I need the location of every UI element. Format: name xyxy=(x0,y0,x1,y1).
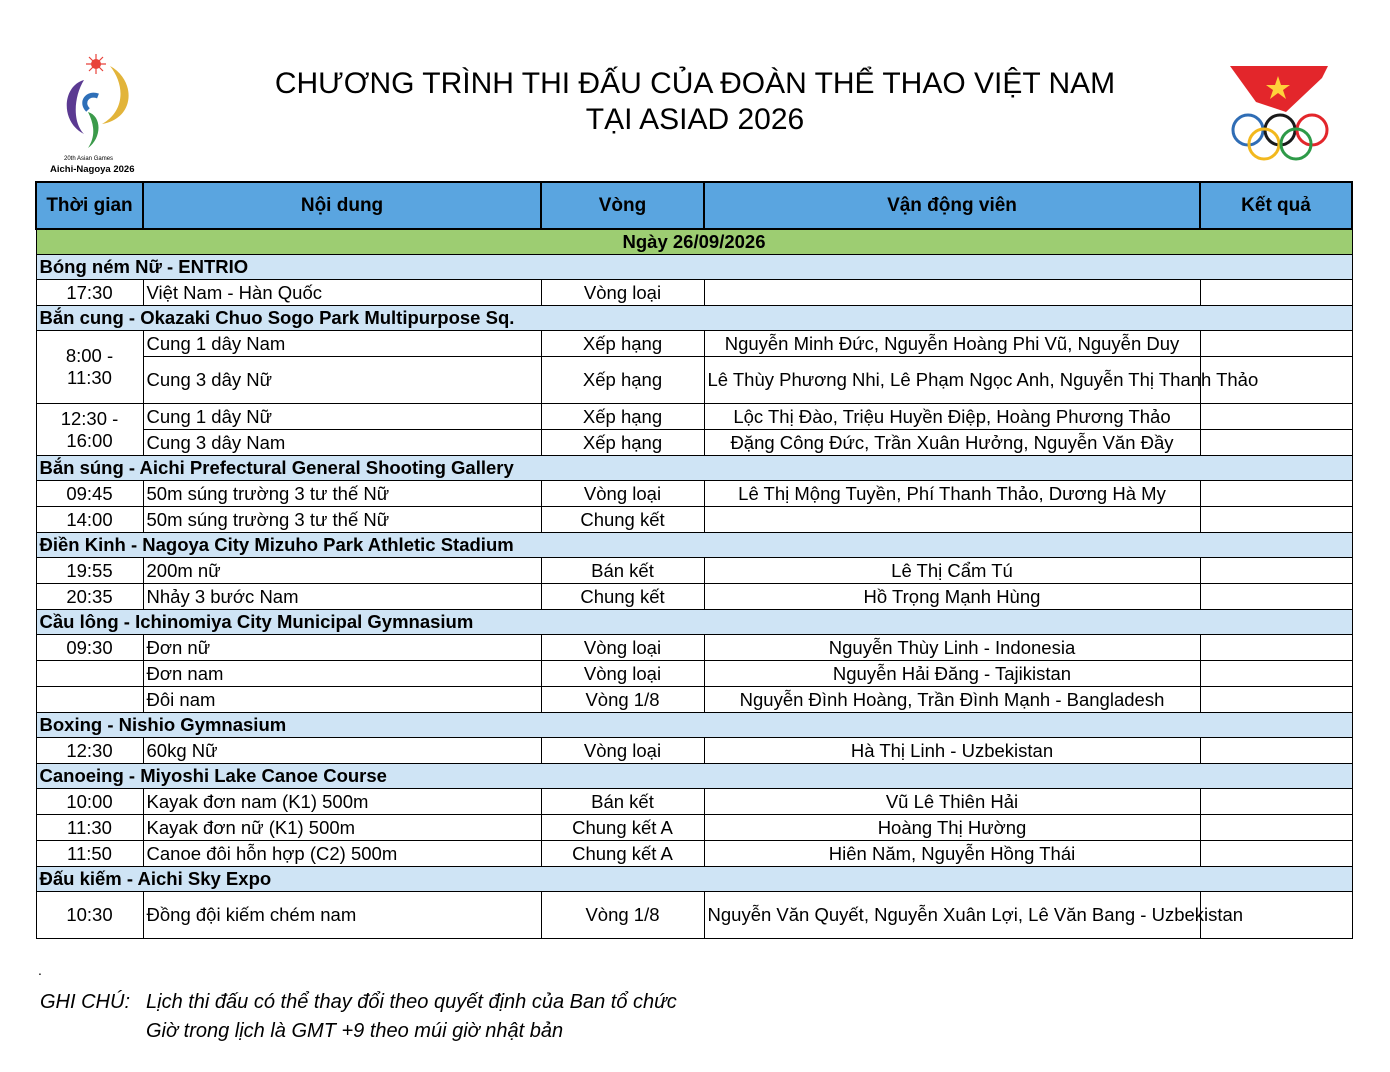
time-cell: 11:30 xyxy=(36,815,143,841)
time-cell: 20:35 xyxy=(36,584,143,610)
athletes-cell: Đặng Công Đức, Trần Xuân Hưởng, Nguyễn Văn Đầy xyxy=(704,430,1200,456)
note-line-2: Giờ trong lịch là GMT +9 theo múi giờ nhật bản xyxy=(146,1020,564,1042)
section-title: Bắn súng - Aichi Prefectural General Shooting Gallery xyxy=(36,456,1352,481)
table-row xyxy=(36,558,1352,584)
athletes-cell: Hoàng Thị Hường xyxy=(704,815,1200,841)
time-cell xyxy=(36,661,143,687)
result-cell xyxy=(1200,280,1352,306)
round-cell: Vòng 1/8 xyxy=(541,892,704,939)
result-cell xyxy=(1200,507,1352,533)
round-cell: Chung kết A xyxy=(541,841,704,867)
result-cell xyxy=(1200,404,1352,430)
time-end: 11:30 xyxy=(67,367,112,388)
time-cell: 17:30 xyxy=(36,280,143,306)
title-line-1: CHƯƠNG TRÌNH THI ĐẤU CỦA ĐOÀN THỂ THAO VIỆT NAM xyxy=(274,67,1116,100)
round-cell: Xếp hạng xyxy=(541,404,704,430)
table-row xyxy=(36,331,1352,357)
table-header-row xyxy=(36,182,1352,229)
round-cell: Xếp hạng xyxy=(541,357,704,404)
note-label: GHI CHÚ: xyxy=(40,991,130,1013)
section-header-shooting xyxy=(36,456,1352,481)
date-row xyxy=(36,229,1352,255)
section-header-boxing xyxy=(36,713,1352,738)
athletes-cell: Hiên Năm, Nguyễn Hồng Thái xyxy=(704,841,1200,867)
result-cell xyxy=(1200,738,1352,764)
round-cell: Vòng loại xyxy=(541,635,704,661)
section-title: Bóng ném Nữ - ENTRIO xyxy=(36,255,1352,280)
table-row xyxy=(36,789,1352,815)
table-row xyxy=(36,841,1352,867)
result-cell xyxy=(1200,789,1352,815)
table-row xyxy=(36,687,1352,713)
event-cell: 50m súng trường 3 tư thế Nữ xyxy=(143,481,541,507)
section-title: Đấu kiếm - Aichi Sky Expo xyxy=(36,867,1352,892)
event-cell: 200m nữ xyxy=(143,558,541,584)
athletes-cell: Lộc Thị Đào, Triệu Huyền Điệp, Hoàng Phương Thảo xyxy=(704,404,1200,430)
page-title xyxy=(190,66,1200,138)
section-header-fencing xyxy=(36,867,1352,892)
event-cell: Cung 1 dây Nữ xyxy=(143,404,541,430)
time-end: 16:00 xyxy=(66,429,113,451)
footnote-dot: . xyxy=(38,962,42,978)
result-cell xyxy=(1200,635,1352,661)
athletes-cell: Nguyễn Văn Quyết, Nguyễn Xuân Lợi, Lê Văn Bang - Uzbekistan xyxy=(704,892,1200,939)
table-row xyxy=(36,430,1352,456)
time-cell: 09:30 xyxy=(36,635,143,661)
round-cell: Xếp hạng xyxy=(541,430,704,456)
result-cell xyxy=(1200,430,1352,456)
event-cell: 60kg Nữ xyxy=(143,738,541,764)
asian-games-logo xyxy=(44,52,154,178)
logo-caption-small: 20th Asian Games xyxy=(64,156,114,162)
table-row xyxy=(36,507,1352,533)
event-cell: Canoe đôi hỗn hợp (C2) 500m xyxy=(143,841,541,867)
event-cell: Việt Nam - Hàn Quốc xyxy=(143,280,541,306)
athletes-cell: Lê Thị Mộng Tuyền, Phí Thanh Thảo, Dương Hà My xyxy=(704,481,1200,507)
event-cell: Đồng đội kiếm chém nam xyxy=(143,892,541,939)
athletes-cell xyxy=(704,280,1200,306)
time-cell xyxy=(36,331,143,404)
result-cell xyxy=(1200,331,1352,357)
table-row xyxy=(36,892,1352,939)
result-cell xyxy=(1200,815,1352,841)
time-cell: 19:55 xyxy=(36,558,143,584)
time-cell xyxy=(36,687,143,713)
date-label: Ngày 26/09/2026 xyxy=(36,229,1352,255)
event-cell: Cung 3 dây Nam xyxy=(143,430,541,456)
result-cell xyxy=(1200,558,1352,584)
time-cell: 10:00 xyxy=(36,789,143,815)
table-row xyxy=(36,584,1352,610)
table-row xyxy=(36,738,1352,764)
time-cell: 14:00 xyxy=(36,507,143,533)
round-cell: Vòng loại xyxy=(541,280,704,306)
table-row xyxy=(36,280,1352,306)
section-header-archery xyxy=(36,306,1352,331)
round-cell: Vòng 1/8 xyxy=(541,687,704,713)
event-cell: 50m súng trường 3 tư thế Nữ xyxy=(143,507,541,533)
section-header-canoeing xyxy=(36,764,1352,789)
column-header-athletes: Vận động viên xyxy=(704,182,1200,229)
time-cell: 11:50 xyxy=(36,841,143,867)
result-cell xyxy=(1200,687,1352,713)
column-header-time: Thời gian xyxy=(36,182,143,229)
athletes-cell: Lê Thùy Phương Nhi, Lê Phạm Ngọc Anh, Nguyễn Thị Thanh Thảo xyxy=(704,357,1200,404)
time-cell xyxy=(36,404,143,456)
round-cell: Bán kết xyxy=(541,558,704,584)
result-cell xyxy=(1200,481,1352,507)
column-header-round: Vòng xyxy=(541,182,704,229)
title-line-2: TẠI ASIAD 2026 xyxy=(585,103,805,136)
round-cell: Xếp hạng xyxy=(541,331,704,357)
result-cell xyxy=(1200,661,1352,687)
athletes-cell: Nguyễn Hải Đăng - Tajikistan xyxy=(704,661,1200,687)
event-cell: Cung 1 dây Nam xyxy=(143,331,541,357)
note-line-1: Lịch thi đấu có thể thay đổi theo quyết định của Ban tổ chức xyxy=(146,991,677,1013)
section-header-athletics xyxy=(36,533,1352,558)
athletes-cell xyxy=(704,507,1200,533)
result-cell xyxy=(1200,841,1352,867)
table-row xyxy=(36,481,1352,507)
event-cell: Kayak đơn nữ (K1) 500m xyxy=(143,815,541,841)
olympic-rings-flag-icon xyxy=(1226,66,1332,162)
section-title: Canoeing - Miyoshi Lake Canoe Course xyxy=(36,764,1352,789)
athletes-cell: Nguyễn Thùy Linh - Indonesia xyxy=(704,635,1200,661)
time-start: 12:30 - xyxy=(60,407,119,429)
section-title: Điền Kinh - Nagoya City Mizuho Park Athletic Stadium xyxy=(36,533,1352,558)
event-cell: Cung 3 dây Nữ xyxy=(143,357,541,404)
round-cell: Bán kết xyxy=(541,789,704,815)
section-title: Boxing - Nishio Gymnasium xyxy=(36,713,1352,738)
event-cell: Đôi nam xyxy=(143,687,541,713)
table-row xyxy=(36,357,1352,404)
round-cell: Vòng loại xyxy=(541,481,704,507)
table-row xyxy=(36,404,1352,430)
section-title: Bắn cung - Okazaki Chuo Sogo Park Multipurpose Sq. xyxy=(36,306,1352,331)
table-row xyxy=(36,661,1352,687)
event-cell: Đơn nam xyxy=(143,661,541,687)
round-cell: Vòng loại xyxy=(541,738,704,764)
asian-games-emblem-icon xyxy=(44,52,144,156)
column-header-event: Nội dung xyxy=(143,182,541,229)
time-cell: 10:30 xyxy=(36,892,143,939)
schedule-table xyxy=(35,181,1353,939)
logo-caption: Aichi-Nagoya 2026 xyxy=(50,164,135,175)
round-cell: Chung kết xyxy=(541,507,704,533)
section-title: Cầu lông - Ichinomiya City Municipal Gymnasium xyxy=(36,610,1352,635)
time-cell: 09:45 xyxy=(36,481,143,507)
result-cell xyxy=(1200,584,1352,610)
event-cell: Kayak đơn nam (K1) 500m xyxy=(143,789,541,815)
round-cell: Vòng loại xyxy=(541,661,704,687)
athletes-cell: Vũ Lê Thiên Hải xyxy=(704,789,1200,815)
athletes-cell: Hồ Trọng Mạnh Hùng xyxy=(704,584,1200,610)
athletes-cell: Nguyễn Đình Hoàng, Trần Đình Mạnh - Bangladesh xyxy=(704,687,1200,713)
column-header-result: Kết quả xyxy=(1200,182,1352,229)
section-header-handball xyxy=(36,255,1352,280)
section-header-badminton xyxy=(36,610,1352,635)
athletes-cell: Lê Thị Cẩm Tú xyxy=(704,558,1200,584)
athletes-cell: Nguyễn Minh Đức, Nguyễn Hoàng Phi Vũ, Nguyễn Duy xyxy=(704,331,1200,357)
event-cell: Đơn nữ xyxy=(143,635,541,661)
vietnam-olympic-logo xyxy=(1226,66,1332,162)
time-start: 8:00 - xyxy=(65,345,114,366)
footer-note xyxy=(40,988,677,1046)
event-cell: Nhảy 3 bước Nam xyxy=(143,584,541,610)
table-row xyxy=(36,815,1352,841)
table-row xyxy=(36,635,1352,661)
athletes-cell: Hà Thị Linh - Uzbekistan xyxy=(704,738,1200,764)
round-cell: Chung kết xyxy=(541,584,704,610)
round-cell: Chung kết A xyxy=(541,815,704,841)
time-cell: 12:30 xyxy=(36,738,143,764)
